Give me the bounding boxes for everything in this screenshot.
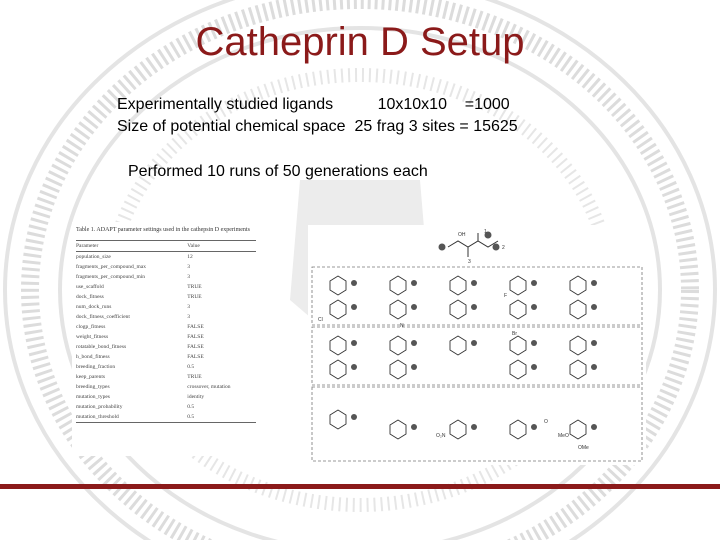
label-two: 2 bbox=[502, 245, 505, 251]
label-three: 3 bbox=[468, 259, 471, 265]
fragment-structures-figure bbox=[308, 225, 646, 465]
column-header-value: Value bbox=[187, 241, 256, 252]
table-row bbox=[76, 252, 256, 263]
param-name: dock_fitness_coefficient bbox=[76, 313, 130, 320]
param-value: FALSE bbox=[187, 353, 204, 360]
param-name: mutation_probability bbox=[76, 403, 123, 410]
site-marker-1 bbox=[439, 244, 446, 251]
param-value: 3 bbox=[187, 273, 191, 280]
table-row bbox=[76, 332, 256, 342]
param-value: crossover, mutation bbox=[187, 383, 231, 390]
parameter-table bbox=[76, 240, 256, 423]
param-value: 12 bbox=[187, 253, 193, 260]
table-row bbox=[76, 302, 256, 312]
ligands-line: Experimentally studied ligands 10x10x10 =1000 bbox=[117, 96, 510, 113]
param-name: rotatable_bond_fitness bbox=[76, 343, 127, 350]
param-value: 3 bbox=[187, 313, 191, 320]
param-name: mutation_types bbox=[76, 393, 110, 400]
label-o: O bbox=[544, 419, 548, 425]
label-n: N bbox=[400, 323, 404, 329]
label-one: 1 bbox=[484, 229, 487, 235]
param-name: mutation_threshold bbox=[76, 412, 187, 423]
table-row bbox=[76, 382, 256, 392]
param-name: keep_parents bbox=[76, 373, 106, 380]
table-caption: Table 1. ADAPT parameter settings used in the cathepsin D experiments bbox=[76, 227, 250, 233]
param-name: breeding_types bbox=[76, 383, 110, 390]
label-meo: MeO bbox=[558, 433, 569, 439]
param-value: FALSE bbox=[187, 343, 204, 350]
table-row bbox=[76, 262, 256, 272]
table-row bbox=[76, 412, 256, 423]
label-oh: OH bbox=[458, 232, 466, 238]
table-row bbox=[76, 312, 256, 322]
param-value: 0.5 bbox=[187, 403, 195, 410]
param-name: clogp_fitness bbox=[76, 323, 106, 330]
param-value: TRUE bbox=[187, 373, 202, 380]
label-o2n: O₂N bbox=[436, 433, 446, 439]
param-name: h_bond_fitness bbox=[76, 353, 110, 360]
param-value: TRUE bbox=[187, 283, 202, 290]
param-value: 3 bbox=[187, 263, 191, 270]
table-row bbox=[76, 352, 256, 362]
table-row bbox=[76, 322, 256, 332]
table-row bbox=[76, 292, 256, 302]
column-header-parameter: Parameter bbox=[76, 241, 187, 252]
param-name: dock_fitness bbox=[76, 293, 104, 300]
table-row bbox=[76, 392, 256, 402]
parameter-table-figure bbox=[72, 222, 260, 456]
param-value: 0.5 bbox=[187, 412, 256, 423]
table-row bbox=[76, 402, 256, 412]
param-value: FALSE bbox=[187, 323, 204, 330]
runs-line: Performed 10 runs of 50 generations each bbox=[128, 163, 428, 180]
label-br: Br bbox=[512, 331, 517, 337]
param-value: 3 bbox=[187, 303, 191, 310]
table-row bbox=[76, 362, 256, 372]
param-value: identity bbox=[187, 393, 205, 400]
table-row bbox=[76, 372, 256, 382]
param-name: weight_fitness bbox=[76, 333, 109, 340]
table-row bbox=[76, 342, 256, 352]
table-row bbox=[76, 282, 256, 292]
param-value: 0.5 bbox=[187, 363, 195, 370]
param-name: fragments_per_compound_min bbox=[76, 273, 146, 280]
label-ome: OMe bbox=[578, 445, 589, 451]
param-name: fragments_per_compound_max bbox=[76, 263, 146, 270]
slide-title: Catheprin D Setup bbox=[195, 20, 525, 64]
site-marker-3 bbox=[493, 244, 500, 251]
param-value: TRUE bbox=[187, 293, 202, 300]
table-row bbox=[76, 272, 256, 282]
param-value: FALSE bbox=[187, 333, 204, 340]
footer-rule bbox=[0, 484, 720, 489]
param-name: population_size bbox=[76, 253, 111, 260]
label-cl: Cl bbox=[318, 317, 323, 323]
param-name: use_scaffold bbox=[76, 283, 104, 290]
chemical-space-line: Size of potential chemical space 25 frag 3 sites = 15625 bbox=[117, 118, 518, 135]
label-f: F bbox=[504, 293, 508, 299]
param-name: num_dock_runs bbox=[76, 303, 112, 310]
param-name: breeding_fraction bbox=[76, 363, 116, 370]
